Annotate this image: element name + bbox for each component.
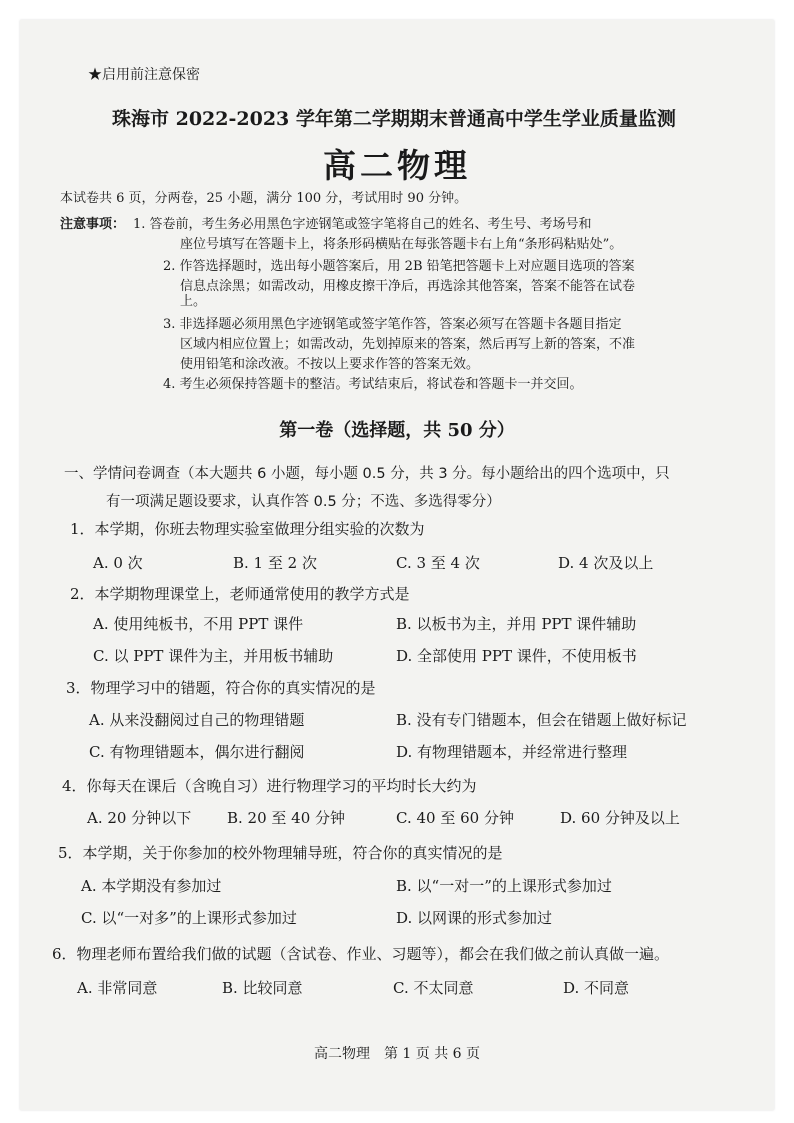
confidential-mark: ★启用前注意保密: [88, 67, 200, 83]
question-stem: 3．物理学习中的错题，符合你的真实情况的是: [66, 679, 376, 697]
notice-line: 区域内相应位置上；如需改动，先划掉原来的答案，然后再写上新的答案，不准: [180, 337, 636, 352]
exam-intro: 本试卷共 6 页，分两卷，25 小题，满分 100 分，考试用时 90 分钟。: [60, 191, 468, 206]
notice-line: 4. 考生必须保持答题卡的整洁。考试结束后，将试卷和答题卡一并交回。: [163, 377, 583, 392]
option: B. 以“一对一”的上课形式参加过: [396, 877, 612, 895]
option: A. 从来没翻阅过自己的物理错题: [89, 711, 305, 729]
option: D. 全部使用 PPT 课件，不使用板书: [396, 647, 637, 665]
option: B. 比较同意: [222, 979, 303, 997]
question-stem: 4．你每天在课后（含晚自习）进行物理学习的平均时长大约为: [62, 777, 477, 795]
option: B. 1 至 2 次: [233, 554, 317, 572]
option: B. 没有专门错题本，但会在错题上做好标记: [396, 711, 687, 729]
option: A. 使用纯板书，不用 PPT 课件: [93, 615, 304, 633]
option: C. 40 至 60 分钟: [396, 809, 514, 827]
option: A. 非常同意: [77, 979, 158, 997]
page-footer: 高二物理 第 1 页 共 6 页: [313, 1046, 481, 1062]
notice-line: 2. 作答选择题时，选出每小题答案后，用 2B 铅笔把答题卡上对应题目选项的答案: [163, 259, 635, 274]
notice-label: 注意事项：: [60, 217, 126, 232]
option: C. 不太同意: [393, 979, 474, 997]
option: D. 有物理错题本，并经常进行整理: [396, 743, 628, 761]
option: C. 以 PPT 课件为主，并用板书辅助: [93, 647, 334, 665]
notice-line: 信息点涂黑；如需改动，用橡皮擦干净后，再选涂其他答案，答案不能答在试卷: [180, 279, 636, 294]
option: C. 3 至 4 次: [396, 554, 480, 572]
option: A. 0 次: [93, 554, 143, 572]
option: C. 有物理错题本，偶尔进行翻阅: [89, 743, 305, 761]
option: D. 60 分钟及以上: [560, 809, 680, 827]
notice-line: 3. 非选择题必须用黑色字迹钢笔或签字笔作答，答案必须写在答题卡各题目指定: [163, 317, 622, 332]
option: B. 以板书为主，并用 PPT 课件辅助: [396, 615, 637, 633]
question-stem: 1．本学期，你班去物理实验室做理分组实验的次数为: [70, 520, 425, 538]
option: A. 20 分钟以下: [87, 809, 192, 827]
option: C. 以“一对多”的上课形式参加过: [81, 909, 297, 927]
section-title: 第一卷（选择题，共 50 分）: [279, 420, 515, 441]
option: A. 本学期没有参加过: [81, 877, 222, 895]
question-stem: 2．本学期物理课堂上，老师通常使用的教学方式是: [70, 585, 410, 603]
notice-line: 使用铅笔和涂改液。不按以上要求作答的答案无效。: [180, 357, 480, 372]
notice-line: 1. 答卷前，考生务必用黑色字迹钢笔或签字笔将自己的姓名、考生号、考场号和: [133, 217, 592, 232]
notice-line: 上。: [180, 294, 207, 309]
exam-title: 珠海市 2022-2023 学年第二学期期末普通高中学生学业质量监测: [112, 108, 676, 130]
notice-line: 座位号填写在答题卡上，将条形码横贴在每张答题卡右上角“条形码粘贴处”。: [180, 237, 623, 252]
part-title-line-1: 一、学情问卷调查（本大题共 6 小题，每小题 0.5 分，共 3 分。每小题给出的四个选项中，只: [64, 466, 670, 482]
subject-title: 高二物理: [323, 146, 471, 185]
question-stem: 5．本学期，关于你参加的校外物理辅导班，符合你的真实情况的是: [58, 844, 503, 862]
option: D. 以网课的形式参加过: [396, 909, 553, 927]
question-stem: 6．物理老师布置给我们做的试题（含试卷、作业、习题等），都会在我们做之前认真做一遍。: [52, 945, 670, 963]
part-title-line-2: 有一项满足题设要求，认真作答 0.5 分；不选、多选得零分）: [106, 494, 501, 510]
option: B. 20 至 40 分钟: [227, 809, 346, 827]
option: D. 4 次及以上: [558, 554, 654, 572]
option: D. 不同意: [563, 979, 630, 997]
